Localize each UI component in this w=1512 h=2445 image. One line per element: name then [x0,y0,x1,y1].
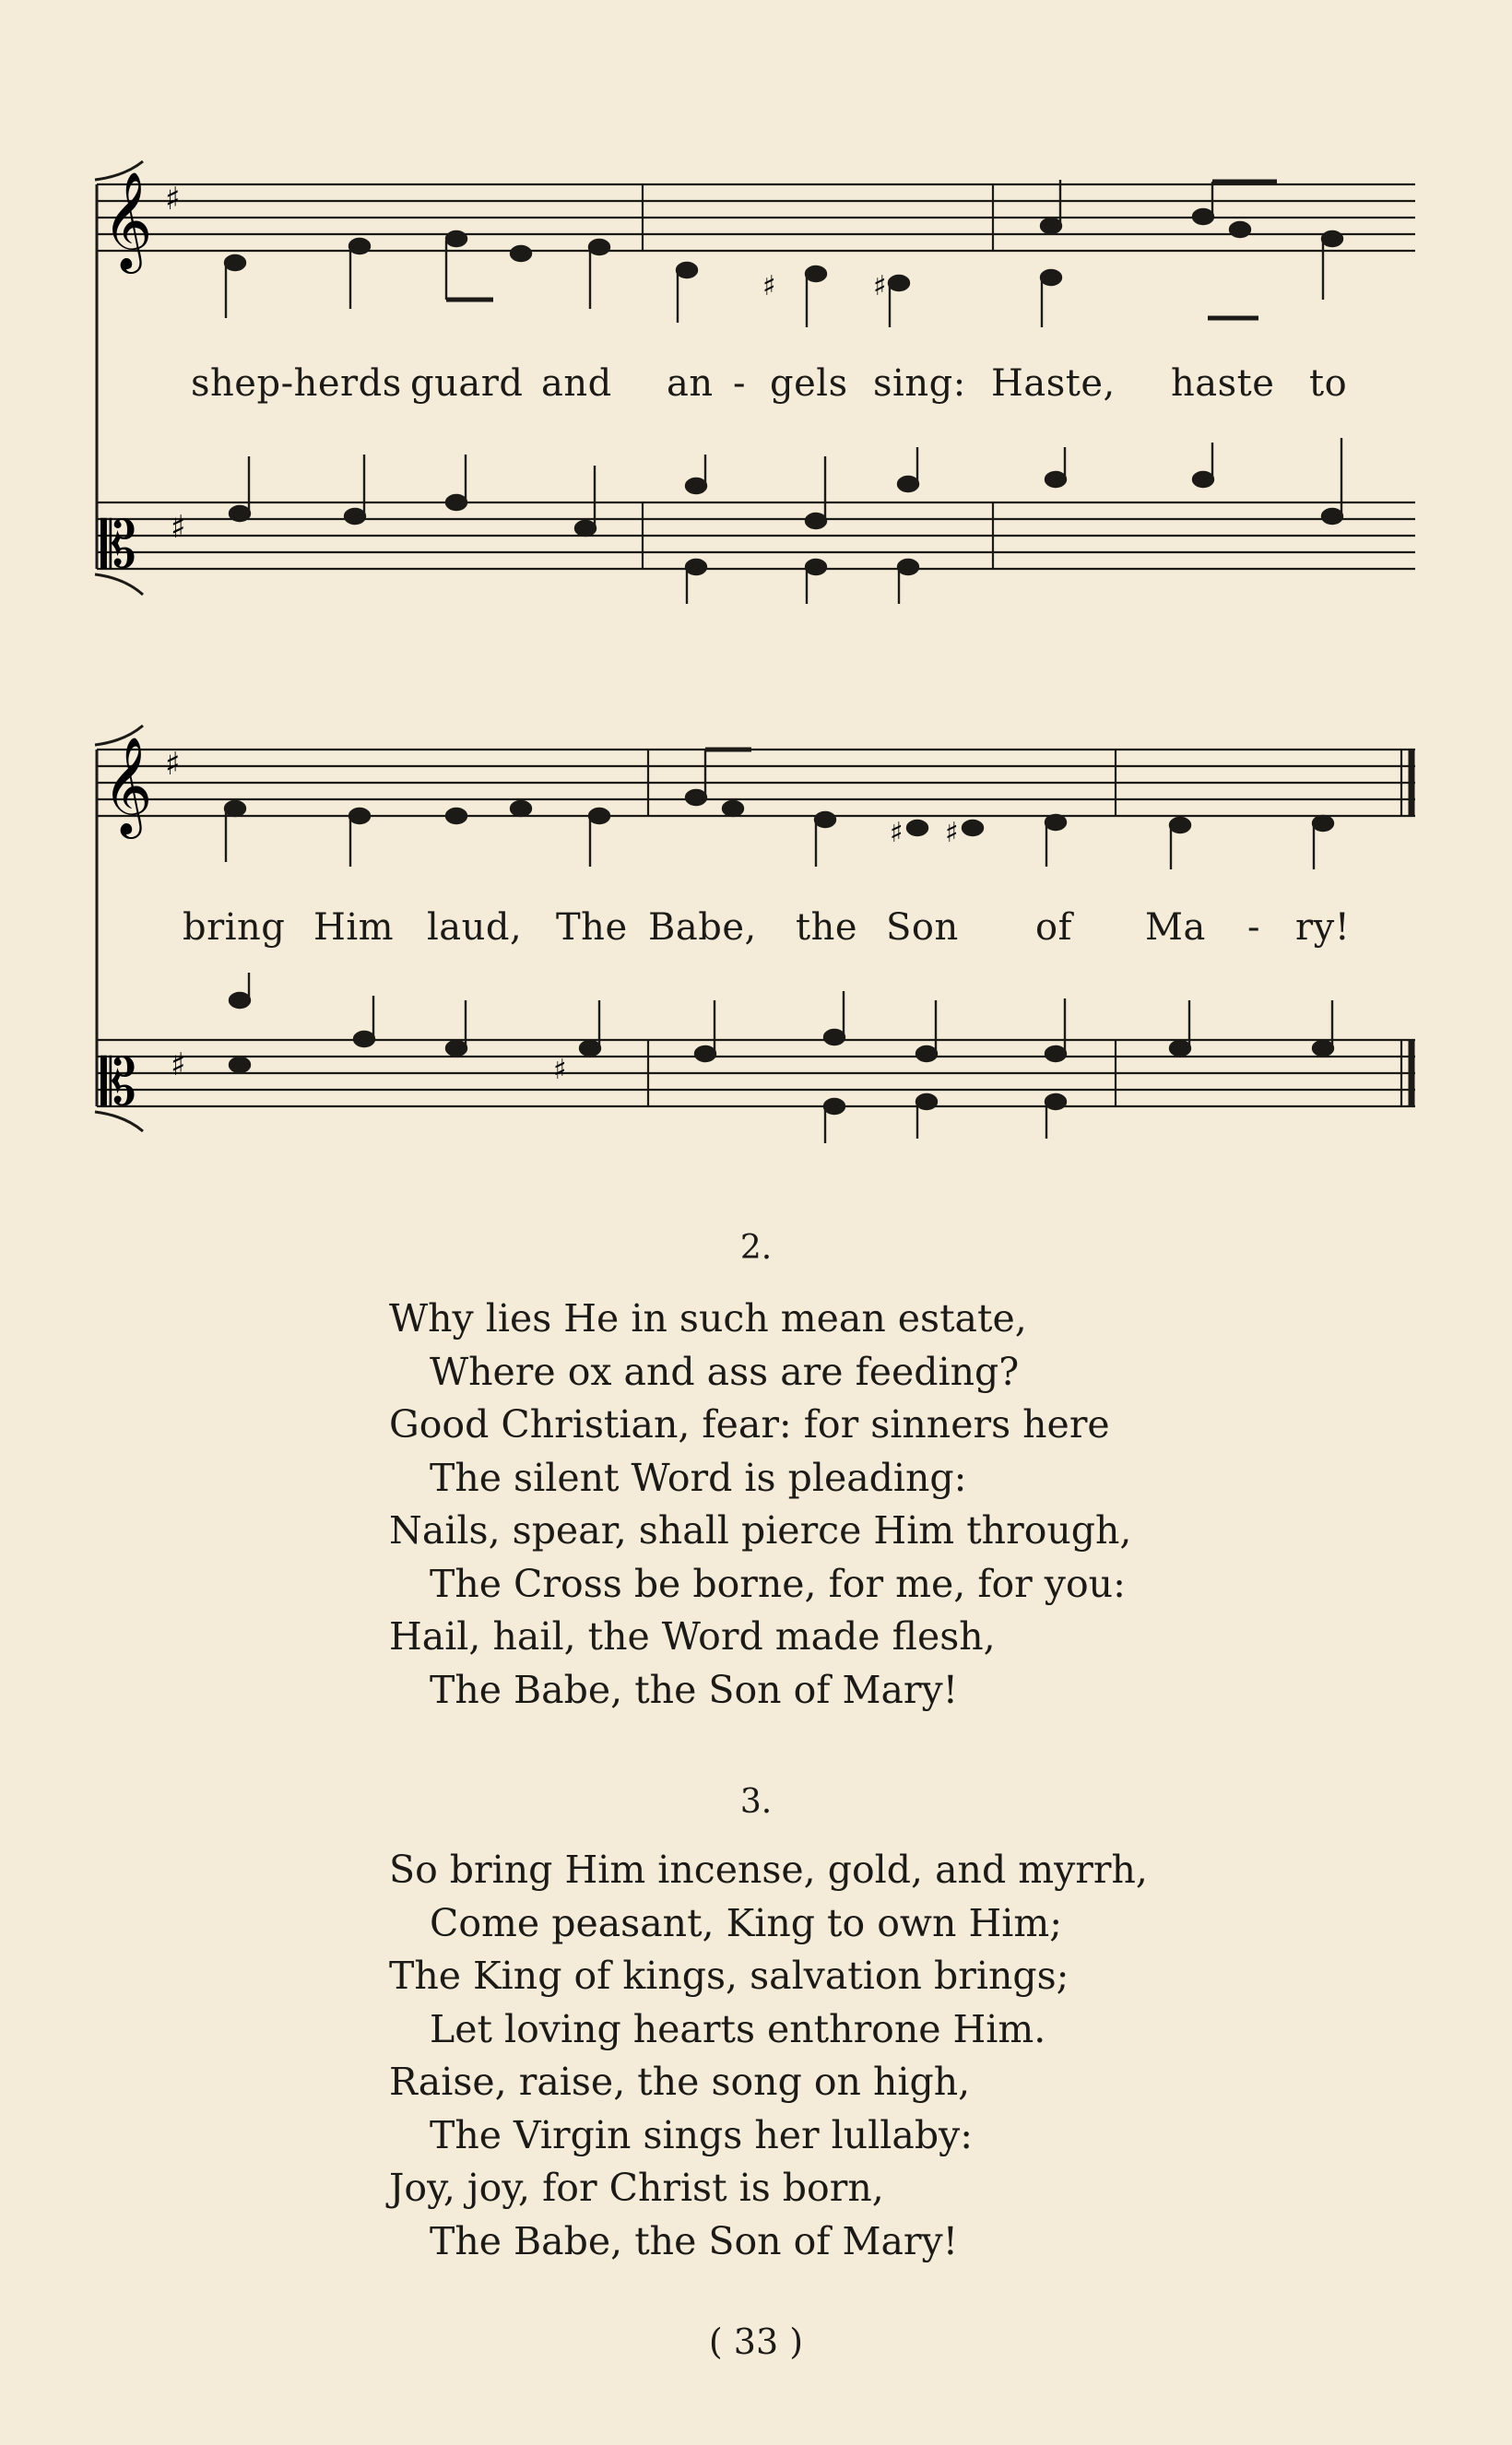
c-clef-icon: 𝄡 [100,507,137,583]
lyric-syllable: - [1247,906,1261,949]
verse-line: Why lies He in such mean estate, [389,1296,1027,1341]
verse-line: The Babe, the Son of Mary! [430,1667,959,1712]
music-system-2 [88,705,1424,1148]
sharp-icon: ♯ [171,509,186,546]
lyric-syllable: bring [183,906,286,949]
lyric-syllable: Son [886,906,959,949]
verse-number: 2. [739,1229,773,1267]
lyric-syllable: of [1035,906,1072,949]
bass-notes-1 [230,438,1342,604]
lyric-syllable: ry! [1295,906,1351,949]
lyric-syllable: guard [410,362,524,405]
verse-line: Where ox and ass are feeding? [430,1349,1020,1394]
lyric-syllable: gels [770,362,848,405]
verse-2 [389,1293,1219,1717]
verse-line: Come peasant, King to own Him; [430,1900,1063,1945]
verse-line: Let loving hearts enthrone Him. [430,2006,1046,2051]
treble-clef-icon: 𝄞 [102,171,153,269]
verse-line: Good Christian, fear: for sinners here [389,1402,1110,1447]
sharp-icon: ♯ [890,817,904,849]
verse-line: Hail, hail, the Word made flesh, [389,1614,996,1659]
sharp-icon: ♯ [171,1046,186,1083]
verse-line: Raise, raise, the song on high, [389,2060,971,2104]
verse-line: The Babe, the Son of Mary! [430,2218,959,2263]
verse-number: 3. [739,1783,773,1821]
treble-notes-2 [225,750,1333,869]
verse-line: So bring Him incense, gold, and myrrh, [389,1848,1148,1892]
sharp-icon: ♯ [873,270,887,302]
lyric-syllable: the [796,906,858,949]
lyric-syllable: shep-herds [191,362,402,405]
lyric-syllable: Ma [1145,906,1206,949]
sharp-icon: ♯ [553,1054,567,1086]
sharp-icon: ♯ [165,181,181,218]
verse-line: The King of kings, salvation brings; [389,1954,1069,1998]
bass-notes-2 [230,973,1333,1143]
music-system-1 [88,161,1424,604]
sharp-icon: ♯ [945,817,959,849]
page-number: ( 33 ) [708,2321,804,2362]
lyric-syllable: to [1309,362,1348,405]
verse-3 [389,1844,1219,2268]
lyric-syllable: sing: [873,362,966,405]
lyric-syllable: haste [1171,362,1275,405]
verse-line: Joy, joy, for Christ is born, [389,2166,884,2210]
lyric-line-2 [88,906,1424,962]
lyric-line-1 [88,362,1424,418]
lyric-syllable: Him [313,906,395,949]
lyric-syllable: Babe, [648,906,757,949]
lyric-syllable: Haste, [991,362,1116,405]
lyric-syllable: an [667,362,714,405]
verse-line: The Cross be borne, for me, for you: [430,1561,1126,1606]
treble-clef-icon: 𝄞 [102,736,153,834]
verse-line: The Virgin sings her lullaby: [430,2112,974,2157]
lyric-syllable: and [541,362,612,405]
verse-line: The silent Word is pleading: [430,1455,967,1500]
verse-line: Nails, spear, shall pierce Him through, [389,1508,1132,1553]
lyric-syllable: laud, [427,906,523,949]
lyric-syllable: - [733,362,747,405]
sharp-icon: ♯ [762,270,776,302]
sharp-icon: ♯ [165,746,181,783]
c-clef-icon: 𝄡 [100,1045,137,1120]
lyric-syllable: The [556,906,628,949]
